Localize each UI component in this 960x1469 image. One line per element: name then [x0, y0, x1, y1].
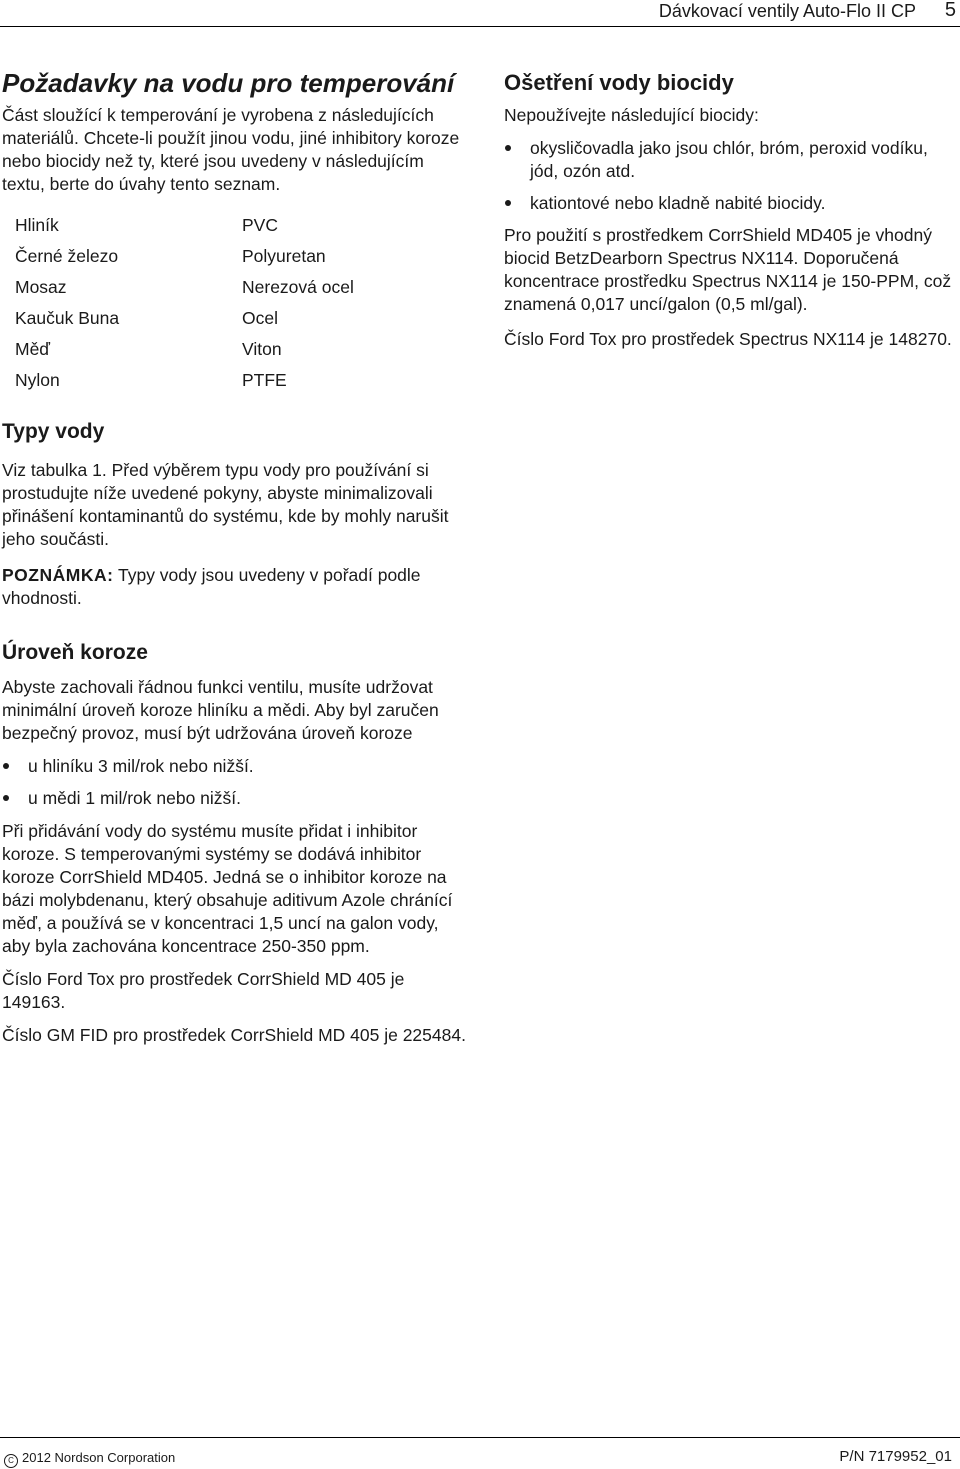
bullet-icon: [3, 795, 9, 801]
materials-list: [15, 210, 467, 396]
header-title: Dávkovací ventily Auto-Flo II CP: [658, 1, 916, 21]
water-types-heading: Typy vody: [2, 420, 105, 443]
note-label: POZNÁMKA:: [2, 565, 114, 585]
copyright: [4, 1450, 175, 1468]
copyright-icon: C: [4, 1454, 18, 1468]
bullet-icon: [3, 763, 9, 769]
biocides-intro: Nepoužívejte následující biocidy:: [504, 105, 759, 125]
biocides-heading: Ošetření vody biocidy: [504, 70, 734, 95]
biocides-text-1: Pro použití s prostředkem CorrShield MD405 je vhodný biocid BetzDearborn Spectrus NX114. Doporučená koncentrace prostředku Spectrus NX114 je 150-PPM, což znamená 0,017 uncí/galon (0,5 ml/gal).: [504, 225, 952, 314]
water-requirements-intro: Část sloužící k temperování je vyrobena z následujících materiálů. Chcete-li použít jinou vodu, jiné inhibitory koroze nebo biocidy než ty, které jsou uvedeny v následujícím textu, berte do úvahy tento seznam.: [2, 105, 460, 194]
water-types-note: [2, 564, 467, 610]
material-item: Mosaz: [15, 277, 67, 297]
material-item: PTFE: [242, 370, 287, 390]
page-header: [0, 0, 960, 27]
page-number: 5: [944, 0, 956, 21]
corrosion-heading: Úroveň koroze: [2, 641, 148, 664]
material-item: PVC: [242, 215, 278, 235]
biocides-text-2: Číslo Ford Tox pro prostředek Spectrus NX114 je 148270.: [504, 329, 952, 349]
material-item: Nylon: [15, 370, 60, 390]
copyright-text: 2012 Nordson Corporation: [22, 1450, 176, 1465]
materials-column-2: [242, 210, 462, 396]
bullet-icon: [505, 200, 511, 206]
corrosion-text-2: Při přidávání vody do systému musíte přidat i inhibitor koroze. S temperovanými systémy se dodává inhibitor koroze CorrShield MD405. Jedná se o inhibitor koroze na bázi molybdenanu, který obsahuje aditivum Azole chránící měď, a používá se v koncentraci 1,5 uncí na galon vody, aby byla zachována koncentrace 250-350 ppm.: [2, 821, 453, 956]
list-item: u hliníku 3 mil/rok nebo nižší.: [2, 755, 467, 778]
material-item: Ocel: [242, 308, 278, 328]
corrosion-text-4: Číslo GM FID pro prostředek CorrShield MD 405 je 225484.: [2, 1025, 466, 1045]
list-item: u mědi 1 mil/rok nebo nižší.: [2, 787, 467, 810]
material-item: Kaučuk Buna: [15, 308, 120, 328]
material-item: Černé železo: [15, 246, 119, 266]
note-text: Typy vody jsou uvedeny v pořadí podle vhodnosti.: [2, 565, 421, 608]
corrosion-text-3: Číslo Ford Tox pro prostředek CorrShield MD 405 je 149163.: [2, 969, 405, 1012]
material-item: Hliník: [15, 215, 59, 235]
list-item: kationtové nebo kladně nabité biocidy.: [504, 192, 959, 215]
materials-column-1: [15, 210, 242, 396]
water-types-text: Viz tabulka 1. Před výběrem typu vody pro používání si prostudujte níže uvedené pokyny, abyste minimalizovali přinášení kontaminantů do systému, kde by mohly narušit jeho součásti.: [2, 460, 449, 549]
water-requirements-heading: Požadavky na vodu pro temperování: [2, 68, 455, 98]
material-item: Měď: [15, 339, 51, 359]
left-column: [2, 68, 467, 1047]
corrosion-bullets: [2, 755, 467, 810]
footer-divider: [0, 1437, 960, 1438]
biocides-bullets: [504, 137, 959, 215]
right-column: [504, 68, 959, 351]
part-number: P/N 7179952_01: [839, 1448, 952, 1465]
list-item: okysličovadla jako jsou chlór, bróm, peroxid vodíku, jód, ozón atd.: [504, 137, 959, 183]
material-item: Viton: [242, 339, 282, 359]
bullet-icon: [505, 145, 511, 151]
corrosion-text-1: Abyste zachovali řádnou funkci ventilu, musíte udržovat minimální úroveň koroze hliníku a mědi. Aby byl zaručen bezpečný provoz, musí být udržována úroveň koroze: [2, 677, 439, 743]
material-item: Nerezová ocel: [242, 277, 354, 297]
material-item: Polyuretan: [242, 246, 326, 266]
